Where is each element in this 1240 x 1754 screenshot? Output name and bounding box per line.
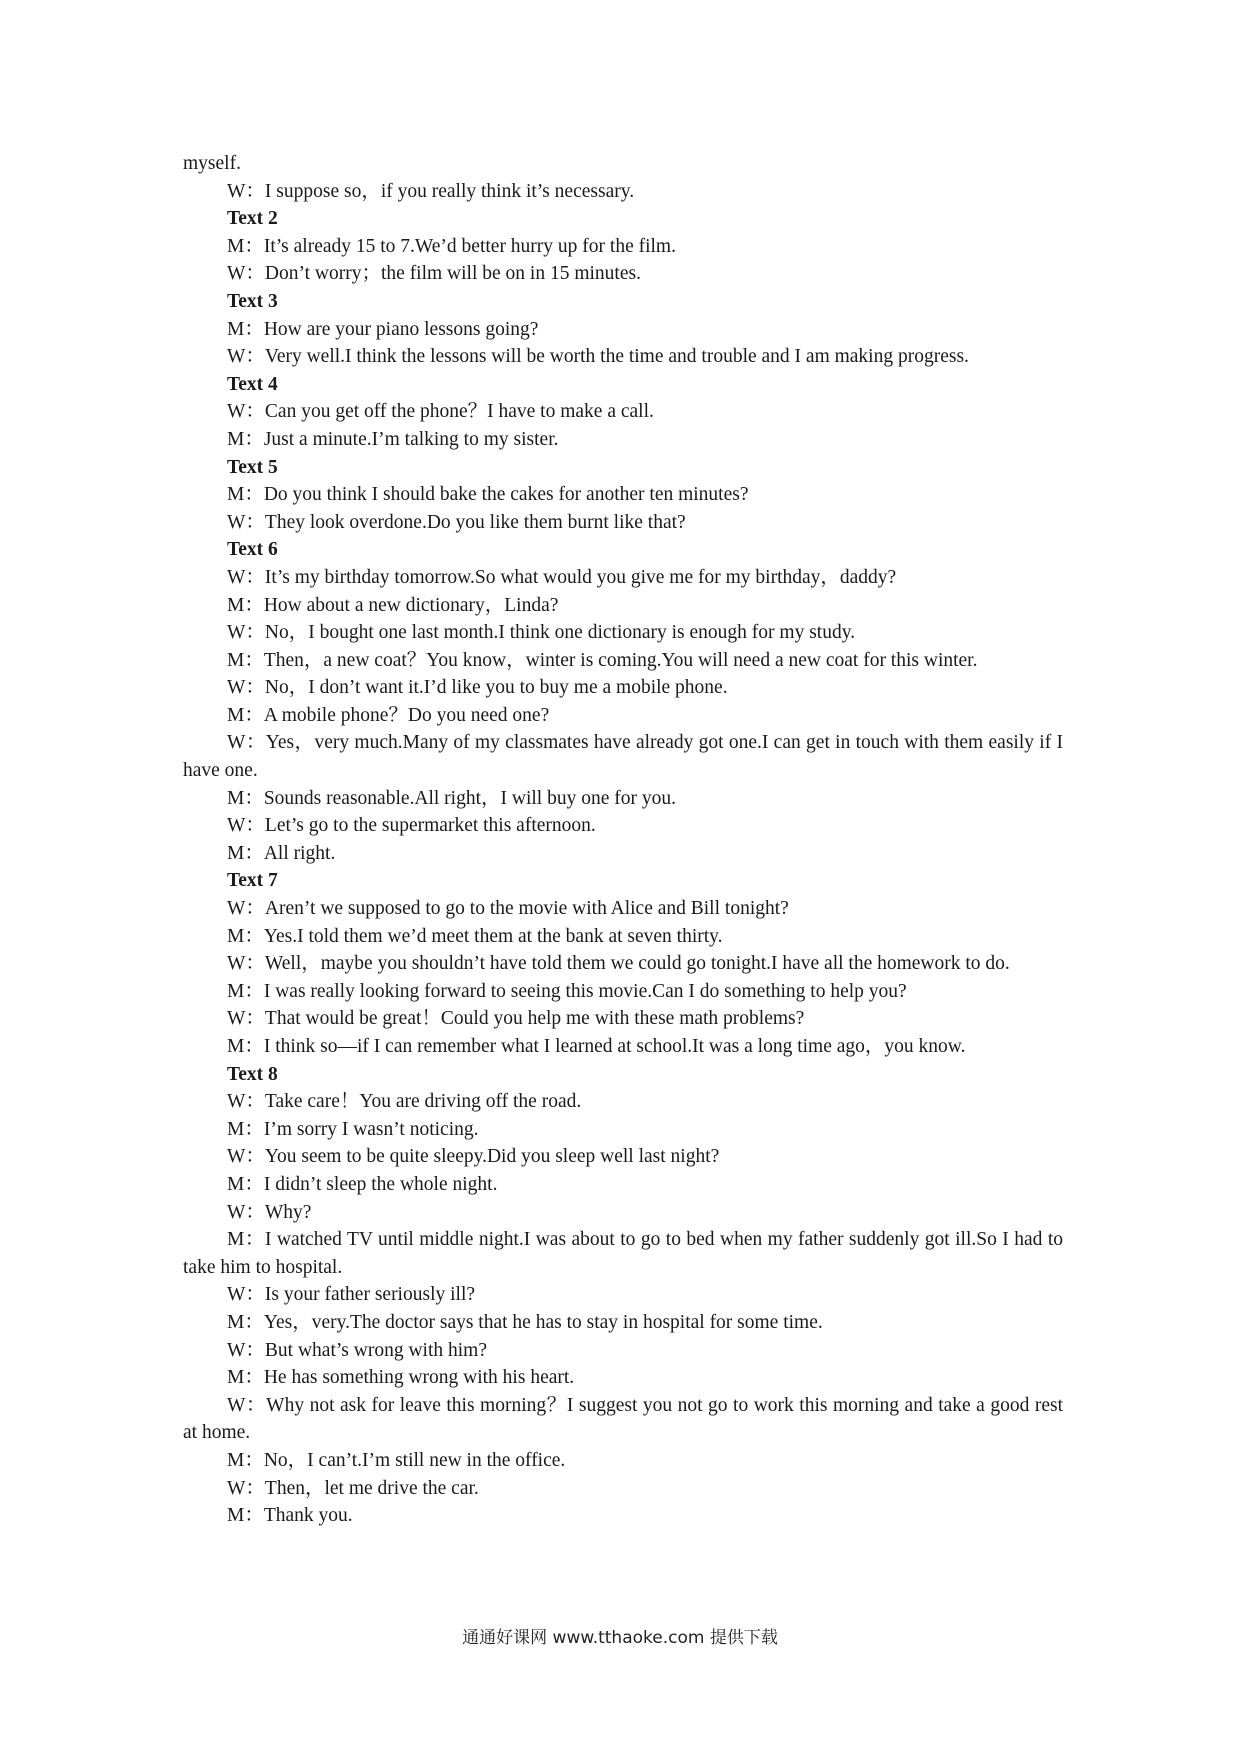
dialogue-line: M：How are your piano lessons going? — [227, 318, 539, 340]
dialogue-line: W：Well，maybe you shouldn’t have told them we could go tonight.I have all the homework to do. — [227, 953, 1010, 975]
dialogue-line: W：Why? — [227, 1201, 312, 1223]
dialogue-line: W：It’s my birthday tomorrow.So what would you give me for my birthday，daddy? — [227, 566, 897, 588]
dialogue-line: M：A mobile phone？Do you need one? — [227, 704, 550, 726]
dialogue-line: M：I’m sorry I wasn’t noticing. — [227, 1118, 479, 1140]
dialogue-line: M：I watched TV until middle night.I was about to go to bed when my father suddenly got ill.So I had to take him to hospital. — [183, 1229, 1063, 1278]
dialogue-line: M：Sounds reasonable.All right，I will buy one for you. — [227, 787, 676, 809]
dialogue-line: W：Very well.I think the lessons will be worth the time and trouble and I am making progress. — [227, 346, 969, 368]
dialogue-line: W：Let’s go to the supermarket this afternoon. — [227, 815, 596, 837]
dialogue-line: M：He has something wrong with his heart. — [227, 1367, 575, 1389]
dialogue-line: M：I was really looking forward to seeing this movie.Can I do something to help you? — [227, 980, 907, 1002]
dialogue-line: M：All right. — [227, 842, 336, 864]
dialogue-line: M：Just a minute.I’m talking to my sister. — [227, 428, 559, 450]
dialogue-line: M：Then，a new coat？You know，winter is coming.You will need a new coat for this winter. — [227, 649, 978, 671]
dialogue-line: W：That would be great！Could you help me with these math problems? — [227, 1008, 805, 1030]
dialogue-line: W：Why not ask for leave this morning？I suggest you not go to work this morning and take a good rest at home. — [183, 1394, 1063, 1444]
dialogue-line: M：No，I can’t.I’m still new in the office. — [227, 1449, 566, 1471]
dialogue-line: M：Yes，very.The doctor says that he has to stay in hospital for some time. — [227, 1311, 823, 1333]
section-heading: Text 6 — [227, 539, 278, 561]
dialogue-line: W：Yes，very much.Many of my classmates have already got one.I can get in touch with them easily if I have one. — [183, 732, 1063, 782]
dialogue-line: M：I didn’t sleep the whole night. — [227, 1173, 498, 1195]
dialogue-line: W：Then，let me drive the car. — [227, 1477, 479, 1499]
dialogue-line: W：But what’s wrong with him? — [227, 1339, 487, 1361]
dialogue-line: W：No，I bought one last month.I think one dictionary is enough for my study. — [227, 622, 856, 644]
listening-transcript — [183, 150, 1063, 1530]
dialogue-line: M：I think so—if I can remember what I learned at school.It was a long time ago，you know. — [227, 1036, 966, 1057]
dialogue-line: M：Yes.I told them we’d meet them at the bank at seven thirty. — [227, 925, 723, 947]
section-heading: Text 5 — [227, 456, 278, 478]
dialogue-line: W：They look overdone.Do you like them burnt like that? — [227, 511, 686, 533]
dialogue-line: W：Take care！You are driving off the road. — [227, 1091, 582, 1113]
section-heading: Text 2 — [227, 208, 278, 230]
section-heading: Text 3 — [227, 290, 278, 312]
section-heading: Text 7 — [227, 870, 278, 892]
continuation-line: myself. — [183, 153, 241, 174]
page-footer: 通通好课网 www.tthaoke.com 提供下载 — [462, 1628, 778, 1648]
dialogue-line: W：Can you get off the phone？I have to make a call. — [227, 401, 654, 423]
dialogue-line: W：Don’t worry；the film will be on in 15 minutes. — [227, 263, 641, 285]
dialogue-line: W：I suppose so，if you really think it’s necessary. — [227, 180, 635, 202]
dialogue-line: M：How about a new dictionary，Linda? — [227, 594, 559, 616]
dialogue-line: W：Aren’t we supposed to go to the movie with Alice and Bill tonight? — [227, 898, 789, 920]
dialogue-line: M：Do you think I should bake the cakes for another ten minutes? — [227, 484, 749, 506]
dialogue-line: W：No，I don’t want it.I’d like you to buy me a mobile phone. — [227, 677, 728, 699]
dialogue-line: M：Thank you. — [227, 1505, 353, 1527]
dialogue-line: W：You seem to be quite sleepy.Did you sleep well last night? — [227, 1146, 720, 1168]
section-heading: Text 4 — [227, 373, 278, 395]
dialogue-line: M：It’s already 15 to 7.We’d better hurry up for the film. — [227, 235, 676, 257]
section-heading: Text 8 — [227, 1063, 278, 1085]
dialogue-line: W：Is your father seriously ill? — [227, 1284, 476, 1306]
